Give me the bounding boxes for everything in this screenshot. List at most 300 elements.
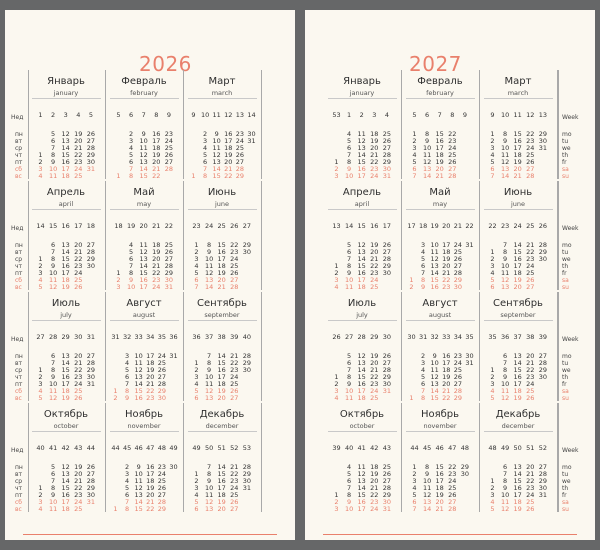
week-numbers (480, 222, 556, 230)
week-number: 18 (418, 222, 428, 230)
month-divider (188, 98, 257, 99)
week-number: 26 (332, 333, 341, 341)
day-cell: 27 (230, 394, 239, 402)
week-number: 5 (412, 111, 417, 119)
day-cell: 11 (357, 463, 366, 471)
day-cell: 27 (453, 380, 463, 388)
day-cell: 25 (74, 276, 83, 284)
row-label-column (558, 292, 578, 401)
day-cell: 13 (204, 505, 214, 513)
day-cell: 7 (207, 352, 212, 360)
week-number: 5 (88, 111, 93, 119)
week-number: 39 (538, 333, 548, 341)
month-block (324, 181, 402, 290)
week-number: 35 (465, 333, 474, 341)
day-cell: 20 (74, 470, 83, 478)
day-cell: 15 (217, 470, 226, 478)
week-number: 30 (382, 333, 392, 341)
day-cell: 4 (421, 248, 426, 256)
day-cell: 17 (61, 165, 70, 173)
day-cell: 23 (157, 463, 167, 471)
day-cell: 23 (152, 276, 161, 284)
day-cell: 9 (432, 352, 437, 360)
day-cell: 13 (357, 144, 366, 152)
day-cell: 6 (203, 158, 208, 166)
month-name: Март (504, 76, 532, 87)
day-cell: 20 (442, 380, 451, 388)
day-cell: 31 (164, 283, 174, 291)
month-name-en: august (132, 311, 156, 319)
day-cell: 8 (421, 276, 426, 284)
day-cell: 21 (435, 172, 444, 180)
day-name: ср (15, 256, 23, 263)
day-cell: 25 (526, 269, 535, 277)
day-cell: 15 (513, 477, 522, 485)
week-numbers (402, 333, 478, 341)
day-cell: 10 (48, 498, 58, 506)
day-cell: 28 (230, 283, 239, 291)
day-cell: 28 (448, 172, 457, 180)
week-number: 18 (86, 222, 96, 230)
day-cell: 16 (217, 248, 226, 256)
week-number: 42 (370, 444, 379, 452)
day-cell: 21 (217, 283, 226, 291)
day-cell: 16 (357, 269, 366, 277)
week-number: 27 (242, 222, 252, 230)
day-cell: 24 (230, 255, 239, 263)
day-cell: 4 (490, 498, 495, 506)
day-cell: 7 (207, 463, 212, 471)
day-cell: 2 (113, 394, 118, 402)
day-cell: 7 (421, 387, 426, 395)
day-cell: 9 (141, 130, 146, 138)
day-cell: 30 (460, 470, 470, 478)
day-cell: 25 (526, 151, 535, 159)
week-number: 49 (192, 444, 201, 452)
day-cell: 7 (129, 165, 134, 173)
day-cell: 4 (129, 241, 134, 249)
day-cell: 13 (61, 137, 70, 145)
day-cell: 19 (217, 498, 226, 506)
day-cell: 18 (146, 359, 155, 367)
month-name: Февраль (417, 76, 463, 87)
day-cell: 26 (382, 470, 392, 478)
day-cell: 3 (421, 241, 426, 249)
week-number: 48 (460, 444, 470, 452)
day-cell: 6 (490, 283, 495, 291)
week-number: 22 (164, 222, 174, 230)
day-cell: 28 (448, 505, 457, 513)
day-cell: 19 (61, 283, 70, 291)
day-cell: 19 (224, 151, 233, 159)
day-cell: 21 (152, 165, 161, 173)
day-cell: 15 (139, 172, 148, 180)
day-cell: 19 (435, 158, 444, 166)
month-block (106, 181, 184, 290)
day-cell: 14 (357, 151, 366, 159)
week-number: 22 (465, 222, 474, 230)
day-cell: 13 (357, 359, 366, 367)
day-cell: 9 (125, 394, 130, 402)
day-cell: 31 (86, 380, 96, 388)
day-cell: 21 (224, 165, 233, 173)
day-cell: 17 (152, 137, 161, 145)
day-cell: 9 (425, 470, 430, 478)
day-cell: 25 (235, 144, 245, 152)
day-cell: 5 (412, 158, 417, 166)
day-cell: 28 (157, 498, 167, 506)
day-cell: 16 (513, 373, 522, 381)
day-cell: 9 (347, 380, 352, 388)
day-cell: 24 (74, 269, 83, 277)
day-name: tu (562, 138, 569, 145)
day-cell: 13 (61, 241, 70, 249)
month-divider (110, 431, 179, 432)
day-name: пт (15, 270, 23, 277)
day-cell: 22 (74, 366, 83, 374)
day-cell: 17 (357, 387, 366, 395)
week-number: 48 (157, 444, 167, 452)
day-cell: 18 (224, 144, 233, 152)
day-cell: 3 (194, 255, 199, 263)
day-cell: 1 (38, 255, 43, 263)
day-cell: 15 (513, 248, 522, 256)
week-number: 9 (462, 111, 467, 119)
day-cell: 30 (157, 394, 167, 402)
day-cell: 11 (430, 366, 439, 374)
month-name-en: september (204, 311, 240, 319)
day-cell: 18 (61, 276, 70, 284)
day-cell: 18 (217, 262, 226, 270)
day-cell: 14 (430, 387, 439, 395)
day-cell: 31 (382, 387, 392, 395)
week-numbers (324, 111, 400, 119)
day-cell: 14 (357, 366, 366, 374)
week-number: 19 (126, 222, 136, 230)
month-block (28, 181, 106, 290)
week-number: 7 (437, 111, 442, 119)
day-cell: 18 (152, 144, 161, 152)
day-cell: 19 (435, 491, 444, 499)
day-cell: 3 (490, 262, 495, 270)
day-cell: 21 (370, 484, 379, 492)
day-cell: 17 (513, 491, 522, 499)
day-cell: 20 (74, 241, 83, 249)
day-cell: 16 (430, 283, 439, 291)
day-cell: 2 (490, 255, 495, 263)
week-number: 16 (370, 222, 379, 230)
day-cell: 18 (442, 366, 451, 374)
day-cell: 11 (48, 387, 58, 395)
day-cell: 29 (157, 387, 167, 395)
day-cell: 21 (442, 387, 451, 395)
week-number: 53 (242, 444, 252, 452)
day-cell: 30 (242, 477, 252, 485)
day-cell: 13 (139, 255, 148, 263)
week-number: 45 (122, 444, 132, 452)
day-cell: 17 (357, 276, 366, 284)
day-cell: 13 (513, 352, 522, 360)
day-cell: 22 (526, 366, 535, 374)
week-number: 41 (357, 444, 366, 452)
day-cell: 20 (146, 373, 155, 381)
day-cell: 24 (157, 352, 167, 360)
day-cell: 30 (169, 463, 178, 471)
week-number: 15 (48, 222, 58, 230)
day-cell: 1 (194, 241, 199, 249)
day-cell: 1 (490, 130, 495, 138)
month-name: Январь (47, 76, 85, 87)
day-cell: 13 (61, 352, 70, 360)
day-cell: 11 (204, 262, 214, 270)
week-number: 36 (192, 333, 201, 341)
day-names (562, 464, 572, 513)
day-cell: 29 (382, 262, 392, 270)
day-cell: 5 (490, 394, 495, 402)
day-cell: 24 (453, 359, 463, 367)
day-cell: 14 (61, 248, 70, 256)
day-cell: 5 (125, 366, 130, 374)
day-cell: 27 (448, 498, 457, 506)
week-number: 23 (192, 222, 201, 230)
day-cell: 28 (164, 165, 174, 173)
day-cell: 5 (490, 158, 495, 166)
month-divider (406, 98, 475, 99)
month-name: Июль (51, 298, 81, 309)
month-name-en: april (354, 200, 370, 208)
day-cell: 8 (503, 366, 508, 374)
day-cell: 27 (538, 352, 548, 360)
day-cell: 15 (61, 366, 70, 374)
day-cell: 25 (370, 394, 379, 402)
day-cell: 23 (146, 394, 155, 402)
day-cell: 11 (48, 276, 58, 284)
day-cell: 29 (86, 255, 96, 263)
day-cell: 22 (224, 172, 233, 180)
day-cell: 14 (513, 470, 522, 478)
day-cell: 9 (425, 137, 430, 145)
week-number: 18 (114, 222, 123, 230)
day-cell: 26 (74, 283, 83, 291)
day-cell: 1 (334, 158, 339, 166)
week-number: 35 (488, 333, 497, 341)
day-cell: 28 (538, 241, 548, 249)
day-cell: 9 (207, 366, 212, 374)
week-number: 20 (442, 222, 451, 230)
day-cell: 4 (125, 477, 130, 485)
day-cell: 7 (347, 255, 352, 263)
day-cell: 26 (230, 269, 239, 277)
day-cell: 22 (526, 477, 535, 485)
day-cell: 4 (347, 130, 352, 138)
week-number: 6 (129, 111, 134, 119)
day-cell: 6 (51, 470, 56, 478)
month-divider (32, 98, 101, 99)
day-cell: 19 (370, 352, 379, 360)
day-cell: 5 (129, 248, 134, 256)
day-cell: 9 (129, 276, 134, 284)
day-cell: 19 (370, 137, 379, 145)
month-name: Сентябрь (197, 298, 247, 309)
day-cell: 21 (370, 255, 379, 263)
day-cell: 18 (217, 380, 226, 388)
day-cell: 10 (48, 269, 58, 277)
day-cell: 20 (526, 463, 535, 471)
day-cell: 15 (61, 151, 70, 159)
day-cell: 18 (357, 283, 366, 291)
month-name-en: december (501, 422, 535, 430)
week-numbers (402, 111, 478, 119)
day-cell: 19 (370, 241, 379, 249)
month-block (324, 292, 402, 401)
day-cell: 4 (421, 366, 426, 374)
day-cell: 24 (370, 505, 379, 513)
day-name: mo (562, 242, 572, 249)
day-cell: 5 (194, 387, 199, 395)
bottom-rule (23, 534, 277, 535)
month-block (402, 292, 480, 401)
week-numbers (106, 333, 182, 341)
month-divider (32, 431, 101, 432)
day-cell: 24 (157, 470, 167, 478)
day-cell: 19 (513, 276, 522, 284)
day-cell: 17 (357, 172, 366, 180)
day-cell: 11 (344, 394, 354, 402)
day-cell: 29 (242, 359, 252, 367)
month-name-en: june (214, 200, 230, 208)
week-label: Нед (11, 336, 24, 343)
day-cell: 18 (370, 130, 379, 138)
day-cell: 19 (513, 158, 522, 166)
day-cell: 7 (203, 165, 208, 173)
week-label: Week (562, 114, 579, 121)
day-cell: 29 (453, 276, 463, 284)
day-cell: 31 (465, 359, 474, 367)
week-number: 38 (217, 333, 226, 341)
day-cell: 27 (526, 283, 535, 291)
day-cell: 24 (370, 387, 379, 395)
day-cell: 3 (490, 144, 495, 152)
day-cell: 13 (61, 470, 70, 478)
day-cell: 20 (442, 262, 451, 270)
day-cell: 26 (164, 151, 174, 159)
day-cell: 22 (230, 359, 239, 367)
day-cell: 16 (357, 498, 366, 506)
day-cell: 3 (412, 144, 417, 152)
day-cell: 12 (357, 241, 366, 249)
day-cell: 29 (382, 158, 392, 166)
day-cell: 29 (453, 394, 463, 402)
day-cell: 7 (51, 359, 56, 367)
week-number: 9 (166, 111, 171, 119)
day-cell: 16 (513, 137, 522, 145)
day-cell: 10 (500, 262, 510, 270)
day-cell: 18 (513, 498, 522, 506)
day-cell: 9 (207, 248, 212, 256)
day-cell: 8 (347, 491, 352, 499)
day-cell: 29 (242, 241, 252, 249)
month-name: Август (422, 298, 458, 309)
day-cell: 14 (357, 484, 366, 492)
month-block (480, 181, 558, 290)
day-cell: 1 (38, 484, 43, 492)
day-cell: 15 (357, 262, 366, 270)
day-cell: 10 (126, 283, 136, 291)
week-number: 2 (51, 111, 56, 119)
day-cell: 1 (412, 463, 417, 471)
day-cell: 29 (164, 269, 174, 277)
day-cell: 23 (526, 137, 535, 145)
day-cell: 3 (203, 137, 208, 145)
day-cell: 10 (48, 165, 58, 173)
day-cell: 11 (139, 241, 148, 249)
day-cell: 27 (448, 165, 457, 173)
day-cell: 7 (503, 470, 508, 478)
day-cell: 8 (51, 366, 56, 374)
day-cell: 12 (61, 130, 70, 138)
day-cell: 3 (116, 283, 121, 291)
month-divider (484, 209, 553, 210)
day-name: чт (15, 263, 23, 270)
day-name: вс (15, 506, 22, 513)
day-cell: 12 (212, 151, 221, 159)
day-cell: 7 (125, 380, 130, 388)
month-divider (484, 320, 553, 321)
day-cell: 27 (382, 248, 392, 256)
week-label: Нед (11, 447, 24, 454)
day-cell: 17 (217, 255, 226, 263)
day-cell: 25 (453, 366, 463, 374)
week-number: 50 (204, 444, 214, 452)
day-cell: 12 (430, 255, 439, 263)
week-numbers (184, 444, 260, 452)
week-number: 21 (453, 222, 463, 230)
day-cell: 8 (421, 394, 426, 402)
day-cell: 23 (74, 158, 83, 166)
week-number: 47 (448, 444, 457, 452)
month-name: Апрель (46, 187, 86, 198)
day-cell: 27 (538, 463, 548, 471)
day-cell: 12 (139, 151, 148, 159)
week-label: Нед (11, 225, 24, 232)
day-cell: 7 (503, 359, 508, 367)
day-cell: 15 (430, 276, 439, 284)
day-cell: 21 (526, 359, 535, 367)
day-cell: 12 (134, 366, 143, 374)
day-name: чт (15, 485, 23, 492)
week-number: 25 (217, 222, 226, 230)
month-divider (110, 98, 179, 99)
day-cell: 10 (500, 144, 510, 152)
day-cell: 12 (500, 276, 510, 284)
day-cell: 3 (421, 359, 426, 367)
day-cell: 4 (129, 144, 134, 152)
day-cell: 1 (38, 366, 43, 374)
day-cell: 22 (448, 463, 457, 471)
day-cell: 6 (347, 359, 352, 367)
day-cell: 6 (421, 380, 426, 388)
week-number: 39 (332, 444, 341, 452)
day-cell: 22 (146, 505, 155, 513)
day-cell: 17 (435, 144, 444, 152)
day-cell: 5 (129, 151, 134, 159)
day-cell: 7 (51, 477, 56, 485)
week-number: 12 (526, 111, 535, 119)
day-cell: 3 (412, 477, 417, 485)
day-cell: 29 (538, 130, 548, 138)
day-cell: 20 (217, 505, 226, 513)
day-name: ср (15, 145, 23, 152)
